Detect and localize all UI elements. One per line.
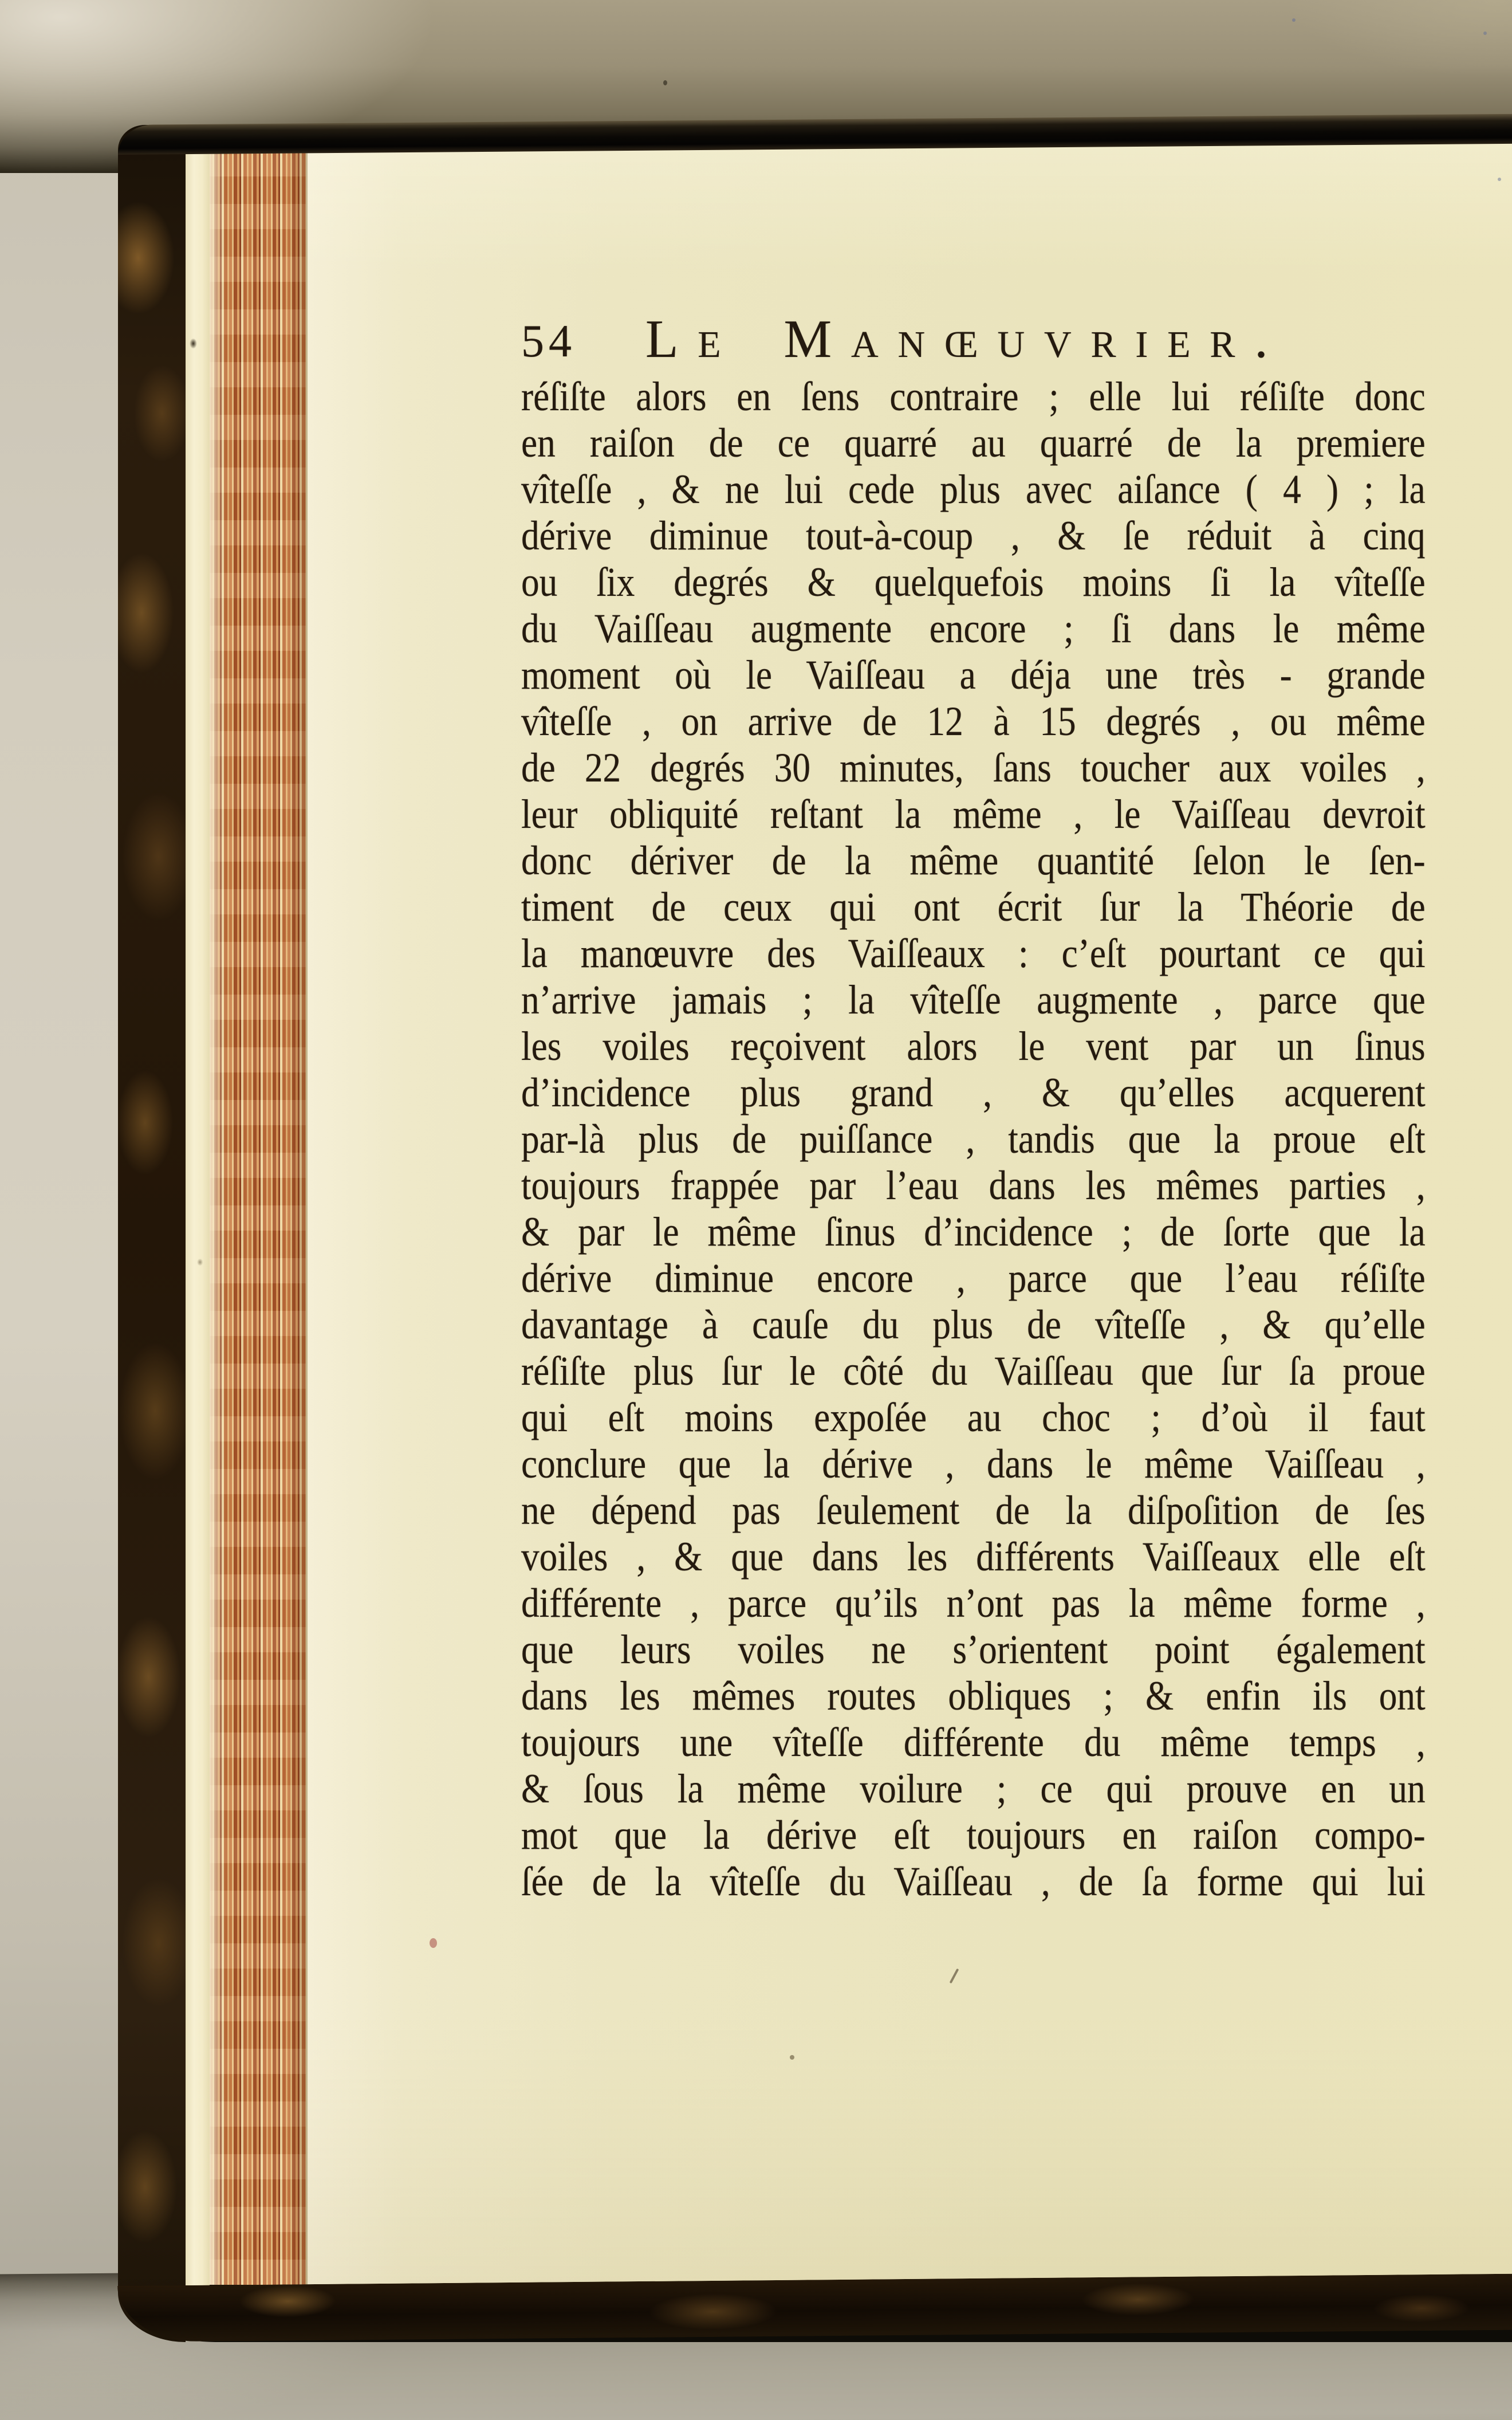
- text-line: mot que la dérive eſt toujours en raiſon compo-: [521, 1812, 1426, 1858]
- text-line: réſiſte plus ſur le côté du Vaiſſeau que ſur ſa proue: [521, 1348, 1426, 1394]
- text-line: que leurs voiles ne s’orientent point également: [521, 1627, 1426, 1672]
- dust-speck: [1292, 18, 1296, 22]
- text-line: vîteſſe , on arrive de 12 à 15 degrés , ou même: [521, 698, 1426, 744]
- page-number: 54: [521, 316, 576, 367]
- book-page: [306, 142, 1512, 2320]
- dust-speck: [1498, 178, 1501, 181]
- text-line: donc dériver de la même quantité ſelon le ſen-: [521, 838, 1426, 883]
- dust-speck: [663, 80, 667, 85]
- ink-blemish: [790, 2055, 794, 2060]
- text-line: toujours une vîteſſe différente du même temps ,: [521, 1719, 1426, 1765]
- text-line: & par le même ſinus d’incidence ; de ſorte que la: [521, 1209, 1426, 1255]
- text-line: différente , parce qu’ils n’ont pas la même forme ,: [521, 1580, 1426, 1626]
- text-line: n’arrive jamais ; la vîteſſe augmente , parce que: [521, 977, 1426, 1023]
- dust-speck: [1483, 32, 1487, 35]
- endpaper-strip: [186, 151, 210, 2288]
- text-line: conclure que la dérive , dans le même Vaiſſeau ,: [521, 1441, 1426, 1487]
- text-line: qui eſt moins expoſée au choc ; d’où il faut: [521, 1394, 1426, 1440]
- text-line: d’incidence plus grand , & qu’elles acquerent: [521, 1070, 1426, 1115]
- text-line: leur obliquité reſtant la même , le Vaiſſeau devroit: [521, 791, 1426, 837]
- text-line: toujours frappée par l’eau dans les mêmes parties ,: [521, 1162, 1426, 1208]
- text-line: dans les mêmes routes obliques ; & enfin ils ont: [521, 1673, 1426, 1719]
- text-line: ſée de la vîteſſe du Vaiſſeau , de ſa forme qui lui: [521, 1859, 1426, 1904]
- ink-blemish: [950, 1969, 959, 1984]
- ink-blemish: [430, 1938, 437, 1948]
- text-line: davantage à cauſe du plus de vîteſſe , & qu’elle: [521, 1302, 1426, 1348]
- text-line: dérive diminue encore , parce que l’eau réſiſte: [521, 1255, 1426, 1301]
- text-line: timent de ceux qui ont écrit ſur la Théorie de: [521, 884, 1426, 930]
- page-text: [521, 374, 1426, 1905]
- book-cover-left-edge: [118, 125, 186, 2342]
- text-line: de 22 degrés 30 minutes, ſans toucher aux voiles ,: [521, 745, 1426, 791]
- text-line: & ſous la même voilure ; ce qui prouve en un: [521, 1766, 1426, 1812]
- text-line: par-là plus de puiſſance , tandis que la proue eſt: [521, 1116, 1426, 1162]
- text-line: réſiſte alors en ſens contraire ; elle lui réſiſte donc: [521, 374, 1426, 419]
- text-line: la manœuvre des Vaiſſeaux : c’eſt pourtant ce qui: [521, 930, 1426, 976]
- text-line: ne dépend pas ſeulement de la diſpoſition de ſes: [521, 1487, 1426, 1533]
- page-fore-edge: [210, 151, 306, 2285]
- text-line: voiles , & que dans les différents Vaiſſeaux elle eſt: [521, 1534, 1426, 1580]
- text-line: dérive diminue tout-à-coup , & ſe réduit à cinq: [521, 513, 1426, 559]
- book: [118, 125, 1512, 2342]
- running-title: Le Manœuvrier.: [645, 309, 1287, 369]
- book-cover-bottom-edge: [117, 2273, 1512, 2342]
- text-line: du Vaiſſeau augmente encore ; ſi dans le même: [521, 606, 1426, 651]
- text-line: moment où le Vaiſſeau a déja une très - grande: [521, 652, 1426, 698]
- text-line: les voiles reçoivent alors le vent par un ſinus: [521, 1023, 1426, 1069]
- text-line: ou ſix degrés & quelquefois moins ſi la vîteſſe: [521, 559, 1426, 605]
- text-line: vîteſſe , & ne lui cede plus avec aiſance ( 4 ) ; la: [521, 466, 1426, 512]
- text-line: en raiſon de ce quarré au quarré de la premiere: [521, 420, 1426, 466]
